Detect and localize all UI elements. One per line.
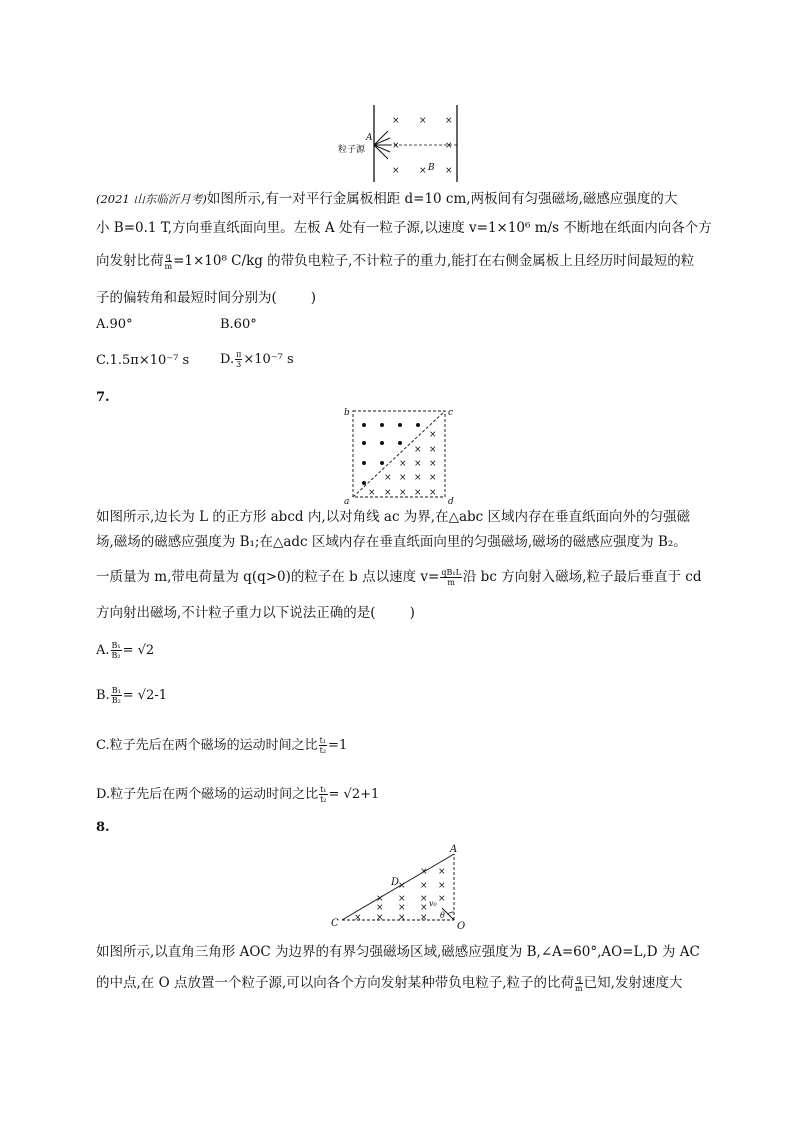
svg-text:×: × [438,881,446,891]
label-a: a [344,497,350,505]
svg-text:×: × [420,867,428,877]
q7-line-2: 场,磁场的磁感应强度为 B₁;在△adc 区域内存在垂直纸面向里的匀强磁场,磁场的磁感应强度为 B₂。 [96,534,687,550]
charge-mass-ratio: $\frac{q}{m}$ [164,252,173,271]
svg-text:×: × [398,913,406,923]
q6-line-1: (2021 山东临沂月考)如图所示,有一对平行金属板相距 d=10 cm,两板间有匀强磁场,磁感应强度的大 [96,191,678,207]
svg-text:×: × [398,903,406,913]
svg-text:×: × [438,894,446,904]
emission-arrows [374,131,391,159]
svg-text:×: × [392,166,400,176]
svg-text:×: × [414,488,422,498]
svg-text:×: × [429,488,437,498]
field-crosses [368,430,437,498]
field-crosses [354,867,446,923]
svg-text:×: × [414,473,422,483]
q6-line-3: 向发射比荷 $\frac{q}{m}$ =1×10⁸ C/kg 的带负电粒子,不计粒子的重力,能打在右侧金属板上且经历时间最短的粒 [96,252,695,271]
label-theta: θ [440,911,445,920]
svg-text:×: × [420,913,428,923]
source-label: 粒子源 [338,145,366,155]
svg-text:×: × [419,116,427,126]
svg-text:×: × [445,116,453,126]
q6-option-a: A.90° [96,317,133,332]
label-c: C [331,918,339,929]
label-c: c [448,408,454,418]
q8-line-2: 的中点,在 O 点放置一个粒子源,可以向各个方向发射某种带负电粒子,粒子的比荷 $\frac{q}{m}$ 已知,发射速度大 [96,974,683,993]
svg-text:×: × [384,488,392,498]
svg-text:×: × [429,445,437,455]
svg-text:×: × [398,894,406,904]
svg-text:×: × [420,881,428,891]
svg-text:×: × [399,459,407,469]
label-a: A [450,844,458,855]
svg-text:×: × [354,913,362,923]
svg-text:×: × [420,903,428,913]
svg-text:×: × [376,903,384,913]
angle-arc [448,912,454,914]
q7-line-4: 方向射出磁场,不计粒子重力以下说法正确的是( ) [96,605,415,621]
q8-line-1: 如图所示,以直角三角形 AOC 为边界的有界匀强磁场区域,磁感应强度为 B,∠A=60°,AO=L,D 为 AC [96,944,700,960]
q7-option-d: D.粒子先后在两个磁场的运动时间之比 $\frac{\text{t₁}}{\text{t₂}}$ = √2+1 [96,785,380,804]
svg-text:×: × [414,459,422,469]
label-d: D [391,877,400,888]
svg-text:×: × [368,488,376,498]
svg-text:×: × [419,166,427,176]
q6-source: (2021 山东临沂月考) [96,192,207,206]
q7-line-3: 一质量为 m,带电荷量为 q(q>0)的粒子在 b 点以速度 v= $\frac{\text{qB₁L}}{m}$ 沿 bc 方向射入磁场,粒子最后垂直于 cd [96,568,702,587]
label-d: d [448,497,454,505]
q7-option-a: A. $\frac{\text{B₁}}{\text{B₂}}$ = √2 [96,641,155,660]
q7-option-c: C.粒子先后在两个磁场的运动时间之比 $\frac{\text{t₁}}{\text{t₂}}$ =1 [96,736,348,755]
label-o: O [457,921,466,932]
svg-text:×: × [392,116,400,126]
svg-text:×: × [438,867,446,877]
svg-text:×: × [399,488,407,498]
label-a: A [366,133,373,143]
svg-text:×: × [429,473,437,483]
svg-text:×: × [445,166,453,176]
svg-text:×: × [429,430,437,440]
svg-text:×: × [392,141,400,151]
svg-text:×: × [384,473,392,483]
field-crosses [392,116,453,176]
q6-figure [330,100,470,184]
label-b: b [344,408,350,418]
q7-option-b: B. $\frac{\text{B₁}}{\text{B₂}}$ = √2-1 [96,686,168,705]
q6-option-c: C.1.5π×10⁻⁷ s [96,353,190,368]
q7-line-1: 如图所示,边长为 L 的正方形 abcd 内,以对角线 ac 为界,在△abc 区域内存在垂直纸面向外的匀强磁 [96,509,691,525]
svg-text:×: × [399,473,407,483]
q6-line-2: 小 B=0.1 T,方向垂直纸面向里。左板 A 处有一粒子源,以速度 v=1×10⁶ m/s 不断地在纸面内向各个方 [96,220,712,236]
svg-text:×: × [445,141,453,151]
q7-number: 7. [96,390,110,405]
svg-text:×: × [376,894,384,904]
svg-text:×: × [420,894,428,904]
q6-line-4: 子的偏转角和最短时间分别为( ) [96,290,317,306]
label-b: B [428,163,435,173]
label-v0: v₀ [429,899,437,908]
q7-figure [340,405,460,505]
svg-text:×: × [429,459,437,469]
q8-figure [328,842,468,932]
svg-text:×: × [414,445,422,455]
svg-text:×: × [376,913,384,923]
q6-option-b: B.60° [220,317,257,332]
q8-number: 8. [96,820,110,835]
svg-text:×: × [398,881,406,891]
q6-option-d: D. $\frac{\pi}{3}$ ×10⁻⁷ s [220,350,294,369]
